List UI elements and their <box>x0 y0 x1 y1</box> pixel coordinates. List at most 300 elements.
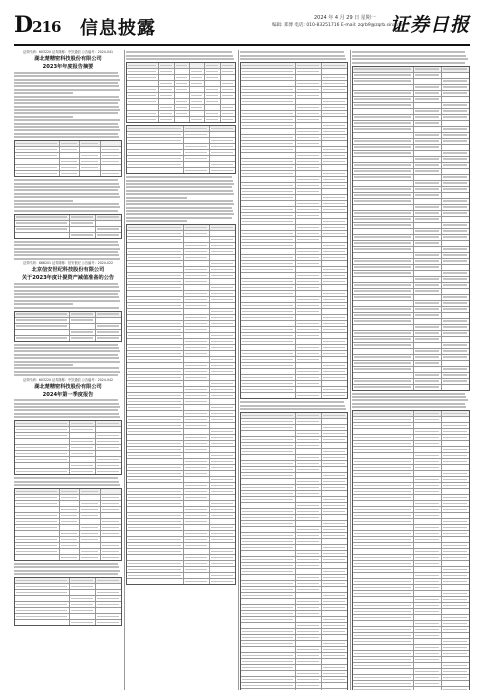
table-cell <box>127 63 159 68</box>
table-cell <box>159 87 174 92</box>
table-cell <box>353 229 414 234</box>
text-line <box>14 89 120 91</box>
table-cell <box>414 645 442 650</box>
table-cell <box>353 145 414 150</box>
table-cell <box>442 573 469 578</box>
table-cell <box>322 183 347 188</box>
table-cell <box>184 561 210 566</box>
table-cell <box>184 513 210 518</box>
table-cell <box>296 309 322 314</box>
table-cell <box>353 621 414 626</box>
table-cell <box>96 614 121 619</box>
text-line <box>126 210 233 212</box>
table-cell <box>127 297 184 302</box>
table-cell <box>70 469 96 474</box>
table-cell <box>70 227 96 232</box>
table-cell <box>241 449 296 454</box>
table-cell <box>184 225 210 230</box>
table-cell <box>241 539 296 544</box>
table-cell <box>241 533 296 538</box>
table-cell <box>241 189 296 194</box>
table-cell <box>414 537 442 542</box>
text-line <box>14 403 119 405</box>
data-table <box>240 62 348 399</box>
table-cell <box>296 413 322 418</box>
text-line <box>14 361 120 363</box>
table-cell <box>296 345 322 350</box>
table-cell <box>353 585 414 590</box>
table-cell <box>296 297 322 302</box>
table-cell <box>442 157 469 162</box>
table-row <box>15 620 121 625</box>
table-cell <box>159 105 174 110</box>
table-cell <box>241 297 296 302</box>
table-cell <box>70 596 96 601</box>
financial-tables <box>240 51 348 690</box>
text-line <box>14 85 119 87</box>
table-cell <box>353 597 414 602</box>
table-cell <box>15 463 70 468</box>
table-cell <box>127 93 159 98</box>
table-cell <box>414 115 442 120</box>
table-cell <box>442 121 469 126</box>
table-cell <box>322 117 347 122</box>
table-cell <box>322 677 347 682</box>
text-line <box>14 409 118 411</box>
table-cell <box>414 247 442 252</box>
table-cell <box>414 681 442 686</box>
table-cell <box>322 351 347 356</box>
table-cell <box>210 132 235 137</box>
table-cell <box>442 289 469 294</box>
table-cell <box>322 593 347 598</box>
table-cell <box>184 447 210 452</box>
table-cell <box>442 465 469 470</box>
table-cell <box>241 111 296 116</box>
table-cell <box>190 87 205 92</box>
table-cell <box>210 375 235 380</box>
table-cell <box>414 423 442 428</box>
table-cell <box>322 243 347 248</box>
table-cell <box>96 596 121 601</box>
table-cell <box>184 483 210 488</box>
table-cell <box>127 483 184 488</box>
text-line <box>126 183 234 185</box>
table-row <box>241 393 347 398</box>
table-cell <box>15 549 60 554</box>
text-line <box>126 217 232 219</box>
table-cell <box>414 199 442 204</box>
table-cell <box>184 369 210 374</box>
table-cell <box>296 147 322 152</box>
table-cell <box>15 578 70 583</box>
table-cell <box>414 531 442 536</box>
table-cell <box>184 489 210 494</box>
table-cell <box>241 207 296 212</box>
table-cell <box>296 105 322 110</box>
table-cell <box>80 537 101 542</box>
section-label <box>14 12 60 38</box>
table-cell <box>184 537 210 542</box>
table-cell <box>127 156 184 161</box>
table-cell <box>353 441 414 446</box>
table-cell <box>241 243 296 248</box>
table-cell <box>322 509 347 514</box>
table-cell <box>296 545 322 550</box>
table-cell <box>296 665 322 670</box>
table-cell <box>15 159 60 164</box>
table-cell <box>101 543 121 548</box>
text-line <box>14 344 118 346</box>
table-cell <box>353 385 414 390</box>
table-cell <box>296 491 322 496</box>
table-cell <box>322 551 347 556</box>
table-cell <box>353 417 414 422</box>
table-cell <box>414 211 442 216</box>
table-cell <box>127 471 184 476</box>
table-cell <box>241 309 296 314</box>
table-cell <box>322 419 347 424</box>
table-cell <box>322 363 347 368</box>
table-cell <box>442 669 469 674</box>
table-cell <box>210 126 235 131</box>
table-cell <box>442 675 469 680</box>
table-cell <box>210 357 235 362</box>
text-line <box>126 193 234 195</box>
table-cell <box>322 273 347 278</box>
table-cell <box>414 271 442 276</box>
text-line <box>14 186 120 188</box>
table-cell <box>184 309 210 314</box>
table-cell <box>296 195 322 200</box>
column-4 <box>352 50 470 690</box>
text-line <box>14 570 120 572</box>
table-cell <box>60 147 81 152</box>
table-cell <box>184 459 210 464</box>
text-line <box>14 203 119 205</box>
table-cell <box>80 531 101 536</box>
announcement-body <box>14 399 122 626</box>
table-cell <box>442 91 469 96</box>
table-cell <box>241 213 296 218</box>
text-line <box>14 189 118 191</box>
table-cell <box>296 455 322 460</box>
table-cell <box>15 147 60 152</box>
text-line <box>126 203 234 205</box>
table-cell <box>80 525 101 530</box>
table-cell <box>414 669 442 674</box>
table-cell <box>442 193 469 198</box>
table-cell <box>60 537 81 542</box>
table-cell <box>414 319 442 324</box>
table-cell <box>241 659 296 664</box>
table-cell <box>322 249 347 254</box>
table-cell <box>241 267 296 272</box>
table-cell <box>190 69 205 74</box>
table-cell <box>127 87 159 92</box>
table-cell <box>353 549 414 554</box>
table-cell <box>80 501 101 506</box>
table-cell <box>353 181 414 186</box>
text-line <box>352 51 465 53</box>
table-cell <box>414 657 442 662</box>
table-cell <box>296 623 322 628</box>
table-cell <box>15 513 60 518</box>
table-cell <box>184 132 210 137</box>
table-cell <box>15 221 70 226</box>
table-cell <box>15 330 70 335</box>
text-line <box>240 401 344 403</box>
text-line <box>14 133 118 135</box>
data-table <box>14 214 122 239</box>
table-cell <box>70 215 96 220</box>
table-cell <box>414 325 442 330</box>
table-cell <box>322 587 347 592</box>
table-cell <box>184 363 210 368</box>
table-cell <box>322 671 347 676</box>
table-cell <box>60 543 81 548</box>
table-cell <box>414 417 442 422</box>
table-cell <box>442 217 469 222</box>
table-cell <box>241 623 296 628</box>
text-line <box>126 186 232 188</box>
table-cell <box>241 201 296 206</box>
table-cell <box>127 237 184 242</box>
table-cell <box>442 67 469 72</box>
table-cell <box>127 465 184 470</box>
table-cell <box>184 351 210 356</box>
table-cell <box>241 387 296 392</box>
text-line <box>126 180 233 182</box>
table-cell <box>184 531 210 536</box>
table-cell <box>241 249 296 254</box>
table-cell <box>241 381 296 386</box>
table-cell <box>322 201 347 206</box>
table-cell <box>80 549 101 554</box>
table-cell <box>296 165 322 170</box>
text-line <box>240 55 345 57</box>
table-cell <box>442 331 469 336</box>
table-cell <box>96 324 121 329</box>
table-cell <box>205 87 220 92</box>
table-cell <box>442 423 469 428</box>
table-cell <box>353 543 414 548</box>
table-cell <box>414 265 442 270</box>
table-row <box>15 233 121 238</box>
table-cell <box>353 211 414 216</box>
table-cell <box>184 327 210 332</box>
table-cell <box>322 605 347 610</box>
table-cell <box>70 324 96 329</box>
table-cell <box>296 363 322 368</box>
table-cell <box>241 467 296 472</box>
text-line <box>352 393 465 395</box>
table-cell <box>414 79 442 84</box>
table-cell <box>353 109 414 114</box>
text-line <box>14 210 118 212</box>
table-cell <box>322 213 347 218</box>
table-cell <box>127 267 184 272</box>
table-cell <box>414 283 442 288</box>
table-cell <box>442 79 469 84</box>
table-cell <box>15 531 60 536</box>
table-cell <box>353 121 414 126</box>
table-cell <box>353 115 414 120</box>
table-cell <box>60 507 81 512</box>
table-cell <box>353 187 414 192</box>
table-cell <box>322 261 347 266</box>
table-cell <box>322 491 347 496</box>
table-cell <box>442 579 469 584</box>
table-cell <box>210 225 235 230</box>
table-cell <box>442 361 469 366</box>
table-cell <box>127 333 184 338</box>
table-cell <box>96 602 121 607</box>
table-cell <box>101 159 121 164</box>
table-cell <box>353 633 414 638</box>
table-cell <box>296 123 322 128</box>
table-cell <box>184 549 210 554</box>
table-cell <box>296 351 322 356</box>
table-cell <box>210 441 235 446</box>
table-cell <box>322 297 347 302</box>
text-line <box>14 206 120 208</box>
announcement-company: 湖北楚精密科技股份有限公司 <box>34 383 102 390</box>
table-cell <box>241 617 296 622</box>
table-cell <box>322 683 347 688</box>
table-cell <box>15 501 60 506</box>
table-cell <box>241 321 296 326</box>
table-cell <box>127 81 159 86</box>
table-cell <box>322 75 347 80</box>
table-cell <box>442 211 469 216</box>
table-cell <box>442 181 469 186</box>
table-cell <box>96 433 121 438</box>
table-cell <box>353 79 414 84</box>
table-cell <box>210 387 235 392</box>
data-table <box>352 410 470 690</box>
table-cell <box>210 315 235 320</box>
table-cell <box>210 285 235 290</box>
table-cell <box>241 671 296 676</box>
table-cell <box>184 255 210 260</box>
table-cell <box>322 129 347 134</box>
table-cell <box>221 87 235 92</box>
table-cell <box>442 633 469 638</box>
table-cell <box>127 291 184 296</box>
table-cell <box>414 441 442 446</box>
table-cell <box>184 573 210 578</box>
table-cell <box>210 333 235 338</box>
table-cell <box>241 635 296 640</box>
table-cell <box>60 141 81 146</box>
announcement-meta: 证券代码：688201 证券简称：信安世纪 公告编号：2024-022 <box>22 261 114 266</box>
table-cell <box>442 133 469 138</box>
table-cell <box>241 237 296 242</box>
table-cell <box>442 301 469 306</box>
table-cell <box>70 312 96 317</box>
table-cell <box>322 339 347 344</box>
table-cell <box>210 261 235 266</box>
table-cell <box>241 183 296 188</box>
table-cell <box>175 87 190 92</box>
table-cell <box>221 111 235 116</box>
text-line <box>126 197 187 199</box>
table-cell <box>15 141 60 146</box>
table-cell <box>127 162 184 167</box>
table-cell <box>353 355 414 360</box>
table-cell <box>322 569 347 574</box>
table-cell <box>96 221 121 226</box>
data-table <box>14 140 122 177</box>
table-cell <box>127 489 184 494</box>
table-cell <box>127 495 184 500</box>
table-cell <box>296 431 322 436</box>
table-cell <box>322 387 347 392</box>
table-cell <box>414 241 442 246</box>
newspaper-logo: 证券日报 <box>389 14 470 36</box>
table-cell <box>442 567 469 572</box>
table-cell <box>322 225 347 230</box>
table-cell <box>15 227 70 232</box>
table-cell <box>241 165 296 170</box>
table-cell <box>184 243 210 248</box>
table-cell <box>414 561 442 566</box>
table-cell <box>322 431 347 436</box>
table-cell <box>296 177 322 182</box>
table-cell <box>210 477 235 482</box>
table-cell <box>442 313 469 318</box>
table-cell <box>322 315 347 320</box>
table-cell <box>353 91 414 96</box>
table-cell <box>15 318 70 323</box>
table-cell <box>442 441 469 446</box>
table-cell <box>241 419 296 424</box>
table-cell <box>80 489 101 494</box>
table-cell <box>127 435 184 440</box>
table-cell <box>442 127 469 132</box>
table-cell <box>241 599 296 604</box>
table-cell <box>175 117 190 122</box>
table-cell <box>15 421 70 426</box>
table-cell <box>70 439 96 444</box>
table-row <box>241 689 347 690</box>
table-cell <box>322 665 347 670</box>
table-cell <box>296 509 322 514</box>
table-cell <box>127 111 159 116</box>
table-cell <box>296 237 322 242</box>
table-cell <box>15 602 70 607</box>
table-cell <box>353 555 414 560</box>
table-cell <box>127 477 184 482</box>
text-line <box>126 55 233 57</box>
table-cell <box>210 513 235 518</box>
table-cell <box>296 315 322 320</box>
text-line <box>14 374 118 376</box>
table-cell <box>353 259 414 264</box>
table-cell <box>442 549 469 554</box>
table-cell <box>296 617 322 622</box>
table-cell <box>241 315 296 320</box>
table-cell <box>322 533 347 538</box>
table-cell <box>241 587 296 592</box>
text-line <box>352 406 466 408</box>
table-cell <box>60 501 81 506</box>
table-row <box>15 555 121 560</box>
table-cell <box>205 81 220 86</box>
table-cell <box>353 681 414 686</box>
table-cell <box>241 509 296 514</box>
